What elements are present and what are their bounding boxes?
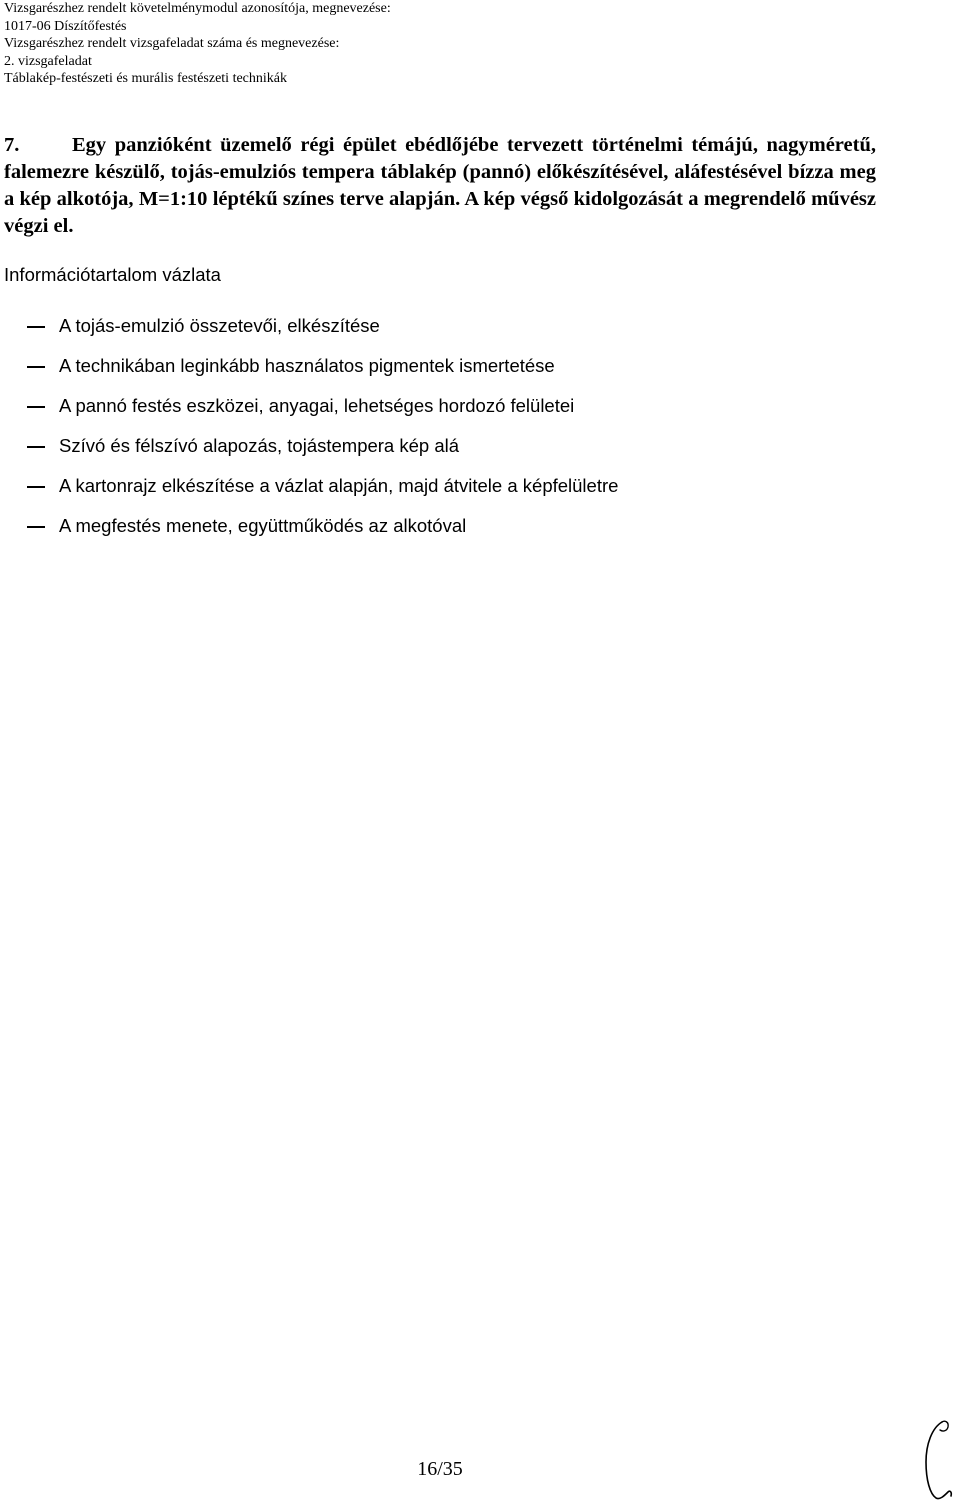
outline-item-text: A technikában leginkább használatos pigmentek ismertetése (59, 355, 555, 376)
outline-item-text: A tojás-emulzió összetevői, elkészítése (59, 315, 380, 336)
outline-item-text: A megfestés menete, együttműködés az alkotóval (59, 515, 467, 536)
header-line-module-name: 1017-06 Díszítőfestés (4, 18, 127, 34)
page-number: 16/35 (417, 1458, 463, 1480)
outline-item-text: Szívó és félszívó alapozás, tojástempera kép alá (59, 435, 460, 456)
dash-bullet-icon (27, 406, 45, 408)
dash-bullet-icon (27, 326, 45, 328)
dash-bullet-icon (27, 446, 45, 448)
document-header (4, 0, 391, 88)
task-number: 7. (4, 134, 20, 156)
signature-mark (918, 1418, 958, 1502)
outline-item-text: A kartonrajz elkészítése a vázlat alapján, majd átvitele a képfelületre (59, 475, 619, 496)
outline-title: Információtartalom vázlata (4, 264, 221, 285)
header-line-module-label: Vizsgarészhez rendelt követelménymodul azonosítója, megnevezése: (4, 1, 391, 16)
header-line-task-label: Vizsgarészhez rendelt vizsgafeladat száma és megnevezése: (4, 36, 340, 51)
task-paragraph (4, 132, 876, 240)
task-text: Egy panzióként üzemelő régi épület ebédlőjébe tervezett történelmi témájú, nagyméretű, falemezre készülő, tojás-emulziós tempera táblakép (pannó) előkészítésével, aláfestésével bízza meg a kép alkotója, M=1:10 léptékű színes terve alapján. A kép végső kidolgozását a megrendelő művész végzi el. (4, 134, 876, 237)
dash-bullet-icon (27, 486, 45, 488)
header-line-task-name: Táblakép-festészeti és murális festészeti technikák (4, 71, 287, 86)
header-line-task-number: 2. vizsgafeladat (4, 53, 92, 69)
dash-bullet-icon (27, 366, 45, 368)
outline-item-text: A pannó festés eszközei, anyagai, lehetséges hordozó felületei (59, 395, 575, 416)
dash-bullet-icon (27, 526, 45, 528)
